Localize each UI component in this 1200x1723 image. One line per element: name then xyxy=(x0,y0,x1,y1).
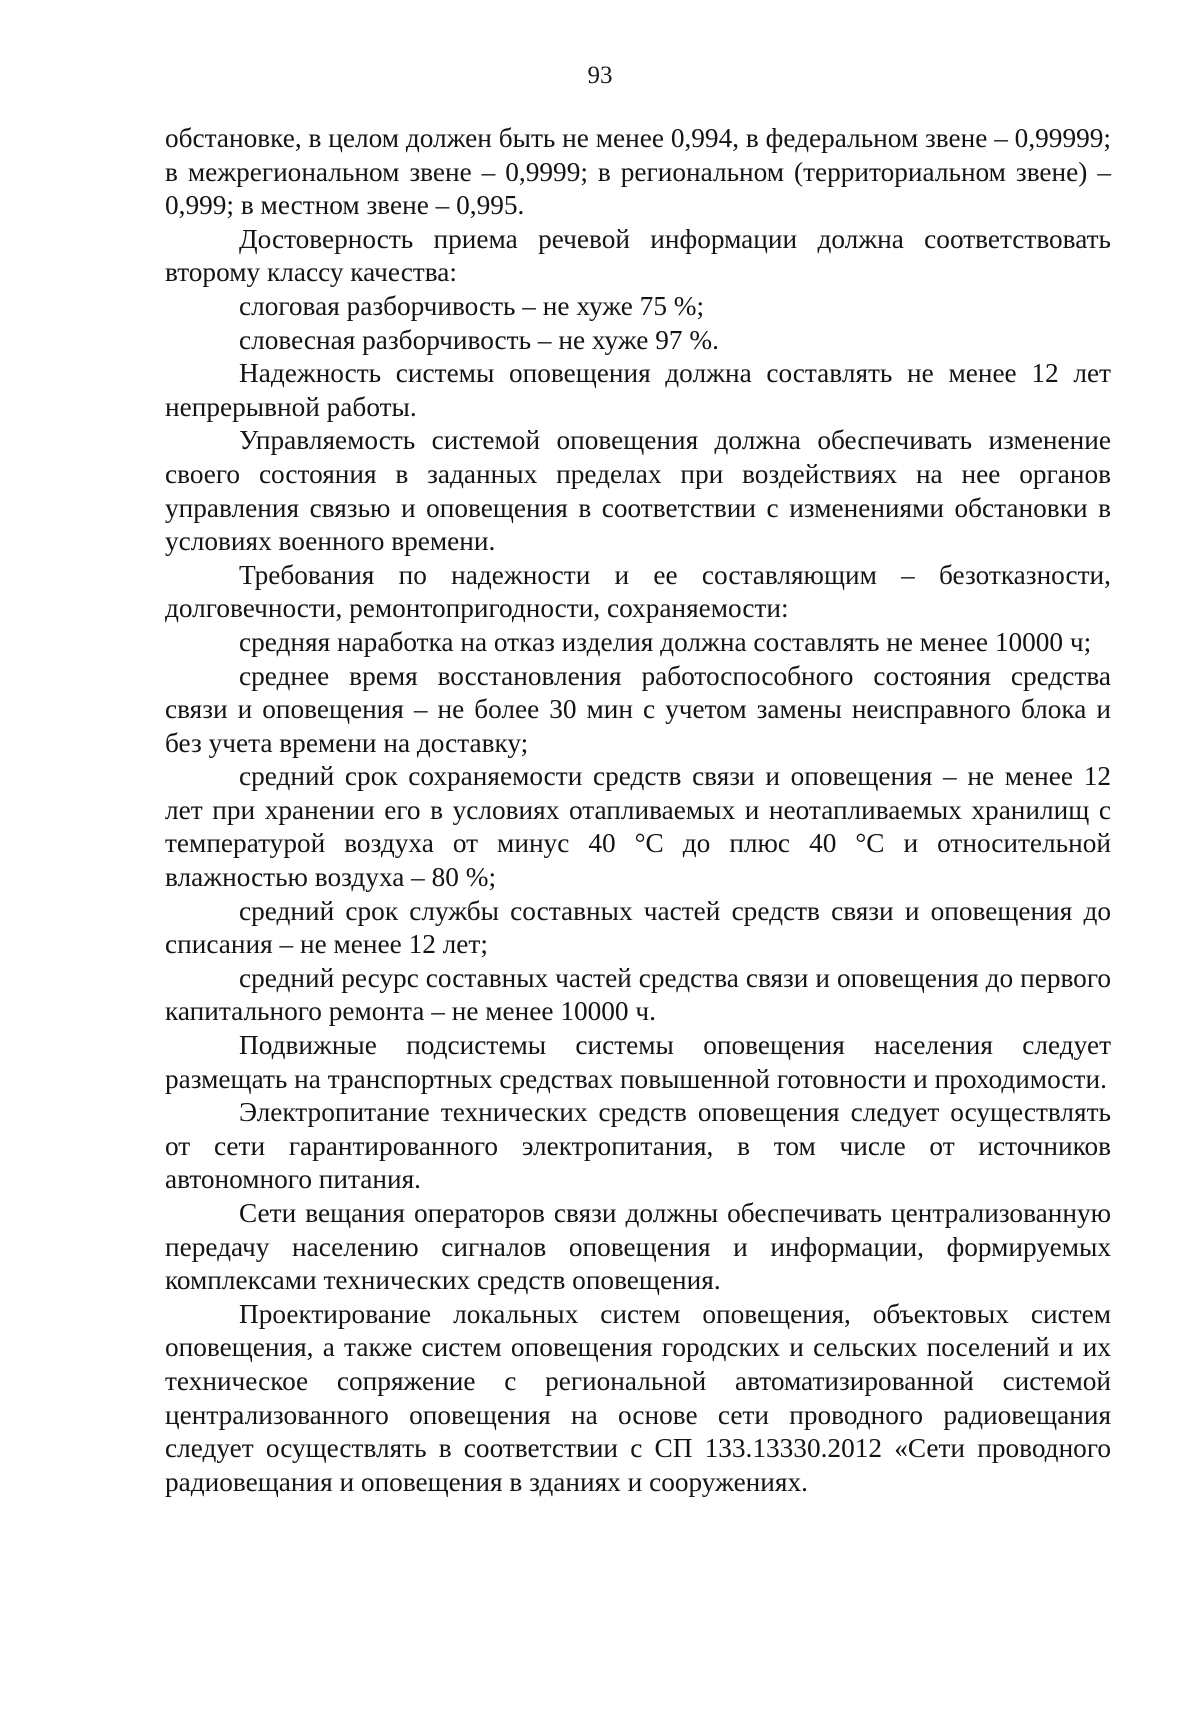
document-body xyxy=(165,122,1111,1499)
list-item: среднее время восстановления работоспособного состояния средства связи и оповещения – не более 30 мин с учетом замены неисправного блока и без учета времени на доставку; xyxy=(165,660,1111,758)
list-item: слоговая разборчивость – не хуже 75 %; xyxy=(239,290,705,321)
paragraph: Надежность системы оповещения должна составлять не менее 12 лет непрерывной работы. xyxy=(165,358,1111,422)
paragraph: Проектирование локальных систем оповещения, объектовых систем оповещения, а также систем оповещения городских и сельских поселений и их техническое сопряжение с региональной автоматизированной системой централизованного оповещения на основе сети проводного радиовещания следует осуществлять в соответствии с СП 133.13330.2012 «Сети проводного радиовещания и оповещения в зданиях и сооружениях. xyxy=(165,1298,1111,1497)
paragraph: Достоверность приема речевой информации должна соответствовать второму классу качества: xyxy=(165,223,1111,288)
paragraph-continuation: обстановке, в целом должен быть не менее 0,994, в федеральном звене – 0,99999; в межрегиональном звене – 0,9999; в региональном (территориальном звене) – 0,999; в местном звене – 0,995. xyxy=(165,123,1111,221)
list-item: средний ресурс составных частей средства связи и оповещения до первого капитального ремонта – не менее 10000 ч. xyxy=(165,962,1111,1027)
paragraph: Управляемость системой оповещения должна обеспечивать изменение своего состояния в заданных пределах при воздействиях на нее органов управления связью и оповещения в соответствии с изменениями обстановки в условиях военного времени. xyxy=(165,425,1111,557)
paragraph: Подвижные подсистемы системы оповещения населения следует размещать на транспортных средствах повышенной готовности и проходимости. xyxy=(165,1030,1111,1094)
paragraph: Электропитание технических средств оповещения следует осуществлять от сети гарантированного электропитания, в том числе от источников автономного питания. xyxy=(165,1097,1111,1195)
list-item: словесная разборчивость – не хуже 97 %. xyxy=(239,324,719,355)
paragraph: Требования по надежности и ее составляющим – безотказности, долговечности, ремонтопригодности, сохраняемости: xyxy=(165,559,1111,624)
list-item: средний срок службы составных частей средств связи и оповещения до списания – не менее 12 лет; xyxy=(165,895,1111,960)
list-item: средний срок сохраняемости средств связи и оповещения – не менее 12 лет при хранении его в условиях отапливаемых и неотапливаемых хранилищ с температурой воздуха от минус 40 °С до плюс 40 °С и относительной влажностью воздуха – 80 %; xyxy=(165,761,1111,893)
list-item: средняя наработка на отказ изделия должна составлять не менее 10000 ч; xyxy=(239,626,1092,657)
page-number: 93 xyxy=(587,62,613,89)
paragraph: Сети вещания операторов связи должны обеспечивать централизованную передачу населению сигналов оповещения и информации, формируемых комплексами технических средств оповещения. xyxy=(165,1198,1111,1296)
